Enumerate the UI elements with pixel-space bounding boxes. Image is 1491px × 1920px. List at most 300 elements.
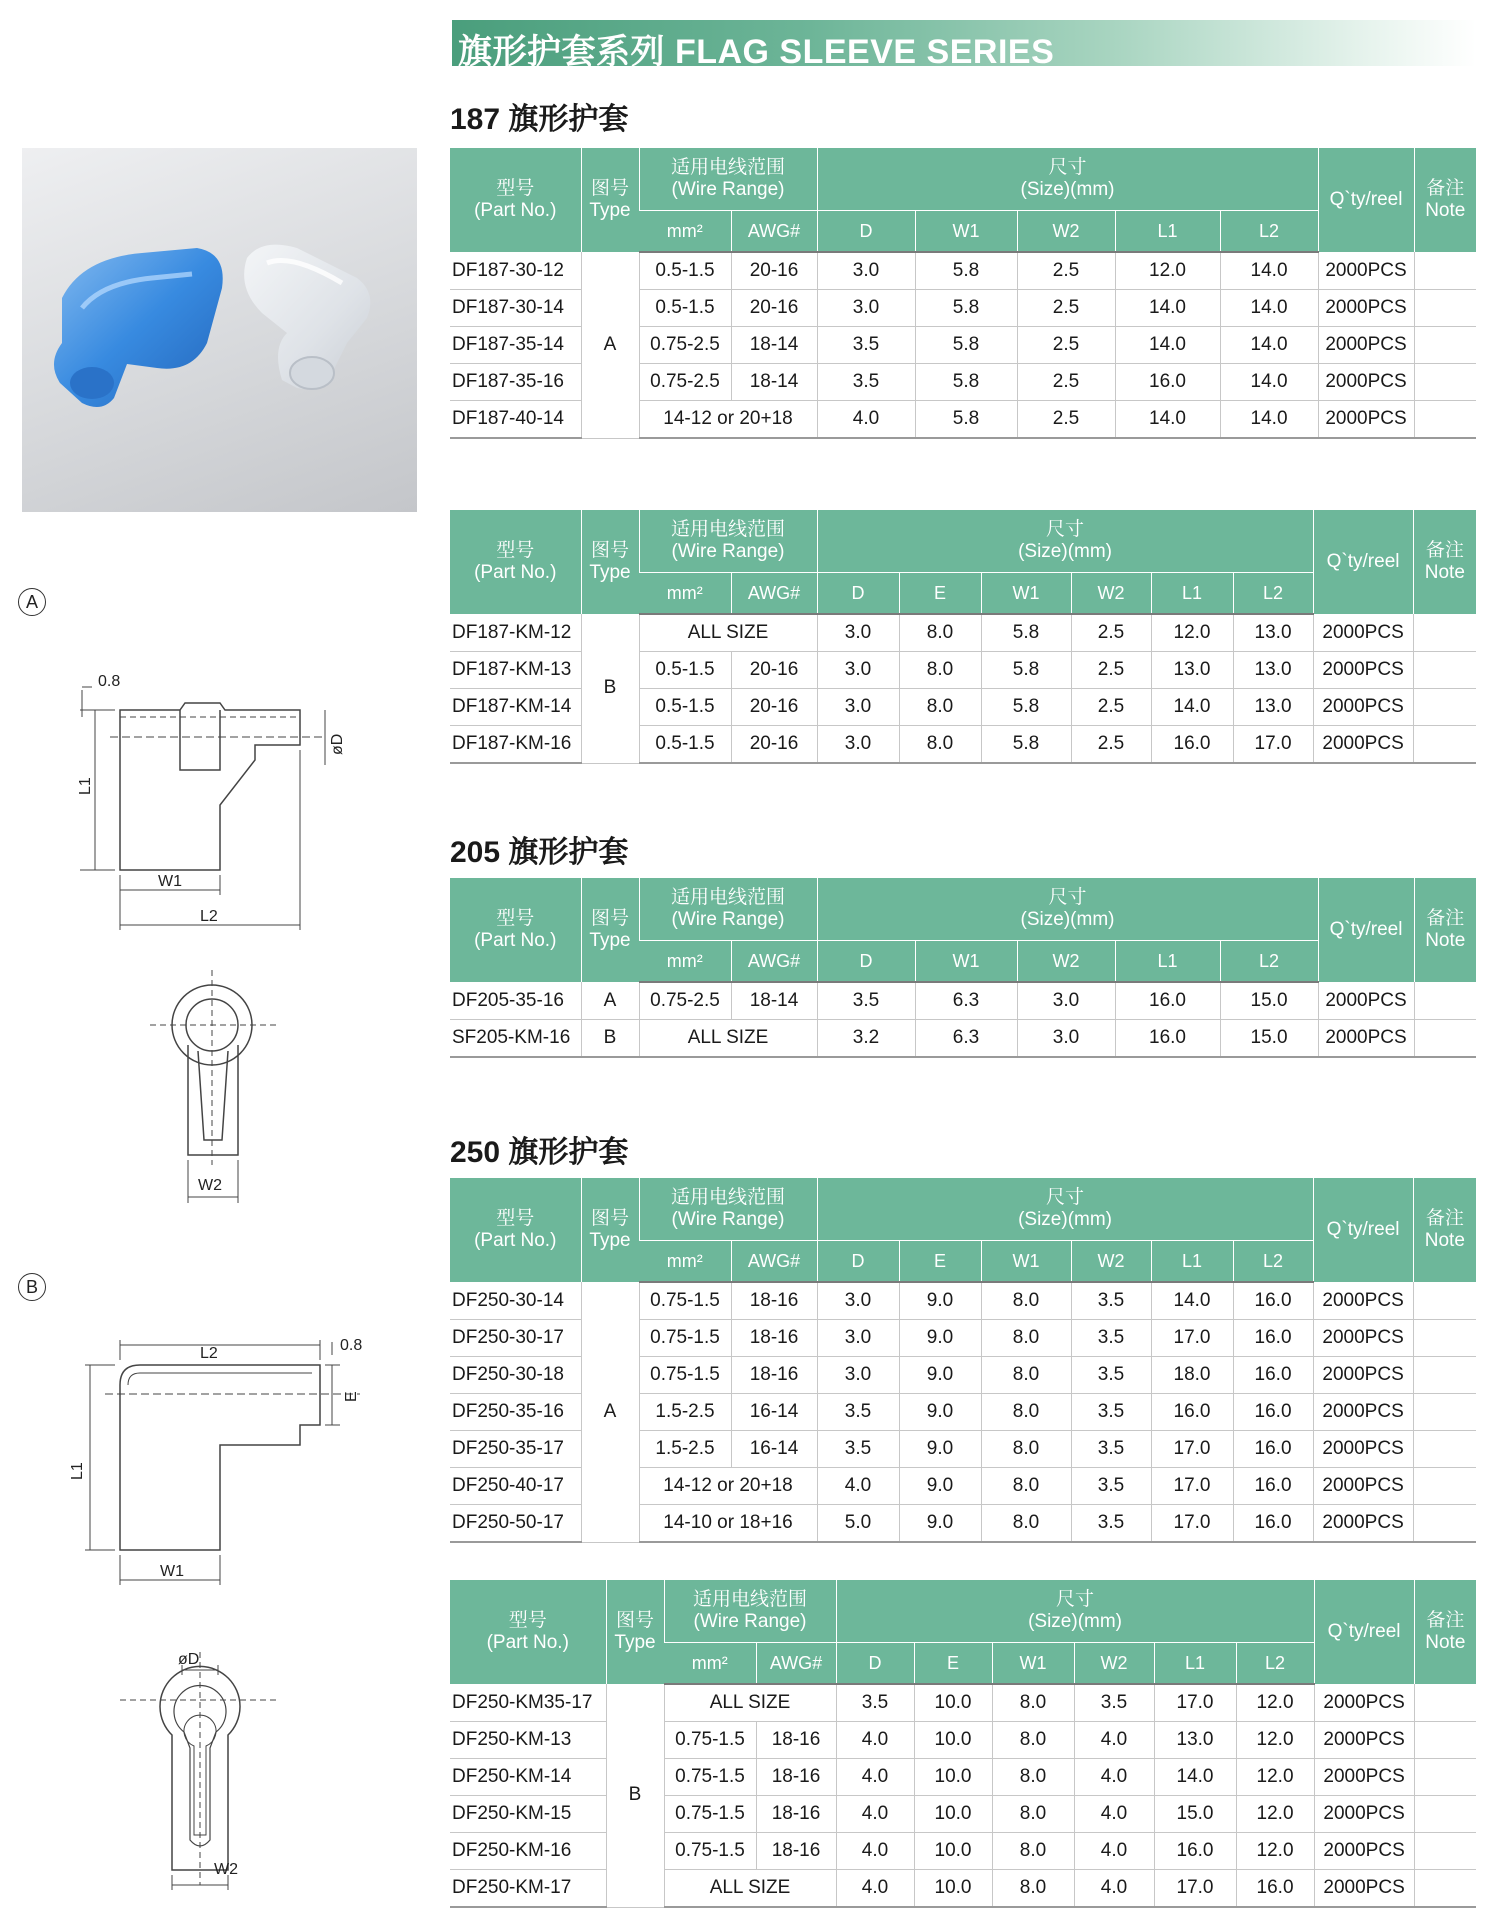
header-wire-range: 适用电线范围 (Wire Range): [639, 878, 817, 941]
header-size: 尺寸 (Size)(mm): [817, 1178, 1313, 1241]
header-wire-range: 适用电线范围 (Wire Range): [639, 510, 817, 573]
header-l1: L1: [1115, 211, 1220, 253]
part-number: DF187-30-14: [450, 290, 581, 327]
l2-cell: 15.0: [1220, 1020, 1318, 1058]
note-cell: [1414, 1796, 1476, 1833]
header-mm2: mm²: [639, 1241, 731, 1283]
w2-cell: 2.5: [1017, 252, 1115, 290]
header-l2: L2: [1233, 573, 1313, 615]
mm2-cell: 0.75-1.5: [639, 1282, 731, 1320]
drawing-b-front-view: [110, 1640, 310, 1900]
header-part-no: 型号 (Part No.): [450, 878, 581, 982]
wire-range-cell: ALL SIZE: [639, 614, 817, 652]
header-w1: W1: [915, 211, 1017, 253]
section-title-250: 250 旗形护套: [450, 1136, 629, 1169]
part-number: DF187-40-14: [450, 401, 581, 439]
w1-cell: 6.3: [915, 1020, 1017, 1058]
type-cell: A: [581, 1282, 639, 1542]
note-cell: [1414, 1684, 1476, 1722]
header-l2: L2: [1233, 1241, 1313, 1283]
mm2-cell: 0.75-1.5: [639, 1357, 731, 1394]
header-w1: W1: [915, 941, 1017, 983]
l1-cell: 14.0: [1151, 1282, 1233, 1320]
w1-cell: 5.8: [915, 252, 1017, 290]
header-mm2: mm²: [664, 1643, 756, 1685]
table-row: [450, 252, 1476, 290]
wire-range-cell: ALL SIZE: [639, 1020, 817, 1058]
note-cell: [1414, 290, 1476, 327]
header-w2: W2: [1074, 1643, 1154, 1685]
e-cell: 8.0: [899, 614, 981, 652]
qty-cell: 2000PCS: [1313, 1282, 1413, 1320]
note-cell: [1414, 252, 1476, 290]
d-cell: 3.5: [817, 327, 915, 364]
header-awg: AWG#: [731, 573, 817, 615]
w1-cell: 5.8: [981, 652, 1071, 689]
type-cell: B: [581, 1020, 639, 1058]
dim-d-b: øD: [178, 1651, 200, 1668]
qty-cell: 2000PCS: [1313, 1394, 1413, 1431]
d-cell: 4.0: [817, 401, 915, 439]
mm2-cell: 0.75-1.5: [664, 1796, 756, 1833]
table-row: [450, 1796, 1476, 1833]
header-d: D: [817, 941, 915, 983]
w2-cell: 4.0: [1074, 1722, 1154, 1759]
part-number: DF187-KM-13: [450, 652, 581, 689]
header-part-no: 型号 (Part No.): [450, 1580, 606, 1684]
qty-cell: 2000PCS: [1313, 1357, 1413, 1394]
e-cell: 9.0: [899, 1505, 981, 1543]
note-cell: [1413, 1282, 1476, 1320]
header-qty: Q`ty/reel: [1314, 1580, 1414, 1684]
l2-cell: 16.0: [1233, 1320, 1313, 1357]
note-cell: [1414, 401, 1476, 439]
e-cell: 10.0: [914, 1833, 992, 1870]
d-cell: 3.5: [836, 1684, 914, 1722]
qty-cell: 2000PCS: [1313, 1505, 1413, 1543]
l1-cell: 17.0: [1151, 1505, 1233, 1543]
table-250-b: [450, 1580, 1476, 1908]
header-part-no: 型号 (Part No.): [450, 148, 581, 252]
e-cell: 9.0: [899, 1282, 981, 1320]
w2-cell: 3.5: [1071, 1394, 1151, 1431]
l2-cell: 12.0: [1236, 1833, 1314, 1870]
dim-w1-b: W1: [160, 1563, 184, 1580]
flag-sleeve-photo-illustration: [22, 148, 417, 512]
mm2-cell: 0.75-1.5: [639, 1320, 731, 1357]
note-cell: [1414, 364, 1476, 401]
qty-cell: 2000PCS: [1313, 614, 1413, 652]
header-type: 图号 Type: [581, 148, 639, 252]
d-cell: 3.0: [817, 290, 915, 327]
mm2-cell: 0.5-1.5: [639, 290, 731, 327]
dim-d: øD: [329, 733, 346, 755]
e-cell: 9.0: [899, 1431, 981, 1468]
note-cell: [1414, 1833, 1476, 1870]
header-wire-range: 适用电线范围 (Wire Range): [639, 1178, 817, 1241]
header-note: 备注 Note: [1414, 148, 1476, 252]
l2-cell: 12.0: [1236, 1759, 1314, 1796]
header-note: 备注 Note: [1414, 878, 1476, 982]
drawing-b-side-view: [60, 1330, 380, 1600]
l2-cell: 16.0: [1233, 1505, 1313, 1543]
part-number: DF250-KM-15: [450, 1796, 606, 1833]
w2-cell: 4.0: [1074, 1759, 1154, 1796]
page-title: 旗形护套系列 FLAG SLEEVE SERIES: [458, 33, 1055, 71]
d-cell: 3.5: [817, 1394, 899, 1431]
w2-cell: 3.5: [1071, 1357, 1151, 1394]
header-w2: W2: [1017, 941, 1115, 983]
table-row: [450, 1833, 1476, 1870]
header-type: 图号 Type: [606, 1580, 664, 1684]
l2-cell: 16.0: [1233, 1357, 1313, 1394]
part-number: DF250-KM-14: [450, 1759, 606, 1796]
mm2-cell: 0.75-2.5: [639, 364, 731, 401]
w1-cell: 8.0: [992, 1796, 1074, 1833]
l1-cell: 17.0: [1154, 1684, 1236, 1722]
w1-cell: 8.0: [992, 1759, 1074, 1796]
awg-cell: 18-16: [731, 1282, 817, 1320]
w1-cell: 8.0: [981, 1468, 1071, 1505]
header-d: D: [817, 573, 899, 615]
header-e: E: [914, 1643, 992, 1685]
l1-cell: 13.0: [1154, 1722, 1236, 1759]
w2-cell: 3.5: [1074, 1684, 1154, 1722]
l2-cell: 12.0: [1236, 1796, 1314, 1833]
qty-cell: 2000PCS: [1318, 290, 1414, 327]
note-cell: [1413, 1320, 1476, 1357]
w2-cell: 2.5: [1017, 401, 1115, 439]
note-cell: [1414, 1870, 1476, 1908]
note-cell: [1414, 1020, 1476, 1058]
d-cell: 4.0: [836, 1759, 914, 1796]
awg-cell: 16-14: [731, 1431, 817, 1468]
header-awg: AWG#: [756, 1643, 836, 1685]
w2-cell: 3.5: [1071, 1282, 1151, 1320]
l1-cell: 12.0: [1115, 252, 1220, 290]
l2-cell: 17.0: [1233, 726, 1313, 764]
drawing-a-side-view: [60, 665, 360, 945]
w2-cell: 2.5: [1017, 290, 1115, 327]
qty-cell: 2000PCS: [1313, 1431, 1413, 1468]
drawing-a-front-view: [120, 965, 320, 1215]
drawing-label-b: B: [18, 1273, 46, 1301]
header-size: 尺寸 (Size)(mm): [836, 1580, 1314, 1643]
drawing-label-a: A: [18, 588, 46, 616]
part-number: DF187-35-14: [450, 327, 581, 364]
header-qty: Q`ty/reel: [1313, 1178, 1413, 1282]
l1-cell: 15.0: [1154, 1796, 1236, 1833]
e-cell: 10.0: [914, 1796, 992, 1833]
dim-l2-b: L2: [200, 1345, 218, 1362]
l2-cell: 14.0: [1220, 364, 1318, 401]
awg-cell: 18-14: [731, 327, 817, 364]
type-cell: B: [606, 1684, 664, 1907]
note-cell: [1413, 1357, 1476, 1394]
d-cell: 4.0: [836, 1722, 914, 1759]
d-cell: 5.0: [817, 1505, 899, 1543]
l1-cell: 16.0: [1115, 364, 1220, 401]
d-cell: 3.0: [817, 689, 899, 726]
table-row: [450, 982, 1476, 1020]
table-187-b: [450, 510, 1476, 764]
l2-cell: 14.0: [1220, 401, 1318, 439]
mm2-cell: 0.5-1.5: [639, 726, 731, 764]
e-cell: 10.0: [914, 1684, 992, 1722]
awg-cell: 16-14: [731, 1394, 817, 1431]
l1-cell: 14.0: [1154, 1759, 1236, 1796]
l2-cell: 14.0: [1220, 327, 1318, 364]
qty-cell: 2000PCS: [1313, 689, 1413, 726]
part-number: DF250-40-17: [450, 1468, 581, 1505]
d-cell: 3.0: [817, 614, 899, 652]
l2-cell: 12.0: [1236, 1684, 1314, 1722]
w2-cell: 2.5: [1017, 364, 1115, 401]
header-l1: L1: [1154, 1643, 1236, 1685]
note-cell: [1414, 1759, 1476, 1796]
l1-cell: 14.0: [1115, 290, 1220, 327]
header-type: 图号 Type: [581, 878, 639, 982]
mm2-cell: 0.5-1.5: [639, 652, 731, 689]
qty-cell: 2000PCS: [1318, 1020, 1414, 1058]
w2-cell: 2.5: [1071, 652, 1151, 689]
e-cell: 9.0: [899, 1394, 981, 1431]
l1-cell: 14.0: [1115, 327, 1220, 364]
header-w2: W2: [1017, 211, 1115, 253]
awg-cell: 18-16: [731, 1320, 817, 1357]
w2-cell: 2.5: [1017, 327, 1115, 364]
qty-cell: 2000PCS: [1318, 252, 1414, 290]
e-cell: 10.0: [914, 1759, 992, 1796]
wire-range-cell: 14-12 or 20+18: [639, 1468, 817, 1505]
w1-cell: 5.8: [915, 290, 1017, 327]
header-type: 图号 Type: [581, 1178, 639, 1282]
l1-cell: 18.0: [1151, 1357, 1233, 1394]
part-number: DF205-35-16: [450, 982, 581, 1020]
header-w2: W2: [1071, 573, 1151, 615]
e-cell: 10.0: [914, 1870, 992, 1908]
l1-cell: 17.0: [1151, 1468, 1233, 1505]
w1-cell: 5.8: [915, 327, 1017, 364]
header-l1: L1: [1151, 1241, 1233, 1283]
table-row: [450, 614, 1476, 652]
l2-cell: 15.0: [1220, 982, 1318, 1020]
l2-cell: 16.0: [1236, 1870, 1314, 1908]
header-d: D: [817, 211, 915, 253]
l1-cell: 16.0: [1151, 1394, 1233, 1431]
part-number: DF250-KM-17: [450, 1870, 606, 1908]
l1-cell: 14.0: [1151, 689, 1233, 726]
awg-cell: 18-16: [756, 1796, 836, 1833]
header-part-no: 型号 (Part No.): [450, 510, 581, 614]
note-cell: [1413, 1505, 1476, 1543]
table-row: [450, 1020, 1476, 1058]
header-size: 尺寸 (Size)(mm): [817, 510, 1313, 573]
header-wire-range: 适用电线范围 (Wire Range): [664, 1580, 836, 1643]
header-w1: W1: [992, 1643, 1074, 1685]
w2-cell: 2.5: [1071, 689, 1151, 726]
note-cell: [1414, 1722, 1476, 1759]
d-cell: 3.0: [817, 1357, 899, 1394]
type-cell: A: [581, 982, 639, 1020]
d-cell: 4.0: [836, 1833, 914, 1870]
mm2-cell: 0.75-1.5: [664, 1759, 756, 1796]
w2-cell: 4.0: [1074, 1833, 1154, 1870]
wire-range-cell: 14-12 or 20+18: [639, 401, 817, 439]
w1-cell: 5.8: [981, 689, 1071, 726]
awg-cell: 18-16: [731, 1357, 817, 1394]
l1-cell: 13.0: [1151, 652, 1233, 689]
qty-cell: 2000PCS: [1314, 1684, 1414, 1722]
w1-cell: 6.3: [915, 982, 1017, 1020]
header-d: D: [817, 1241, 899, 1283]
mm2-cell: 0.75-2.5: [639, 982, 731, 1020]
qty-cell: 2000PCS: [1318, 327, 1414, 364]
header-part-no: 型号 (Part No.): [450, 1178, 581, 1282]
w1-cell: 5.8: [981, 614, 1071, 652]
part-number: DF187-35-16: [450, 364, 581, 401]
w2-cell: 3.5: [1071, 1505, 1151, 1543]
header-awg: AWG#: [731, 1241, 817, 1283]
awg-cell: 20-16: [731, 252, 817, 290]
note-cell: [1413, 1468, 1476, 1505]
w2-cell: 3.0: [1017, 982, 1115, 1020]
type-cell: B: [581, 614, 639, 763]
series-banner: [452, 20, 1476, 71]
w2-cell: 4.0: [1074, 1796, 1154, 1833]
d-cell: 3.5: [817, 982, 915, 1020]
l2-cell: 13.0: [1233, 652, 1313, 689]
e-cell: 9.0: [899, 1357, 981, 1394]
dim-l1: L1: [77, 777, 94, 795]
table-row: [450, 1759, 1476, 1796]
dim-w2-b: W2: [214, 1861, 238, 1878]
mm2-cell: 0.5-1.5: [639, 689, 731, 726]
part-number: DF187-KM-14: [450, 689, 581, 726]
w2-cell: 3.0: [1017, 1020, 1115, 1058]
d-cell: 3.0: [817, 252, 915, 290]
header-l2: L2: [1220, 941, 1318, 983]
e-cell: 9.0: [899, 1320, 981, 1357]
dim-l2: L2: [200, 908, 218, 925]
qty-cell: 2000PCS: [1314, 1759, 1414, 1796]
table-250-a: [450, 1178, 1476, 1543]
w1-cell: 8.0: [981, 1505, 1071, 1543]
w1-cell: 8.0: [981, 1282, 1071, 1320]
part-number: DF250-30-18: [450, 1357, 581, 1394]
note-cell: [1414, 982, 1476, 1020]
header-l1: L1: [1151, 573, 1233, 615]
header-mm2: mm²: [639, 211, 731, 253]
w2-cell: 2.5: [1071, 726, 1151, 764]
header-l2: L2: [1220, 211, 1318, 253]
qty-cell: 2000PCS: [1318, 364, 1414, 401]
d-cell: 3.5: [817, 1431, 899, 1468]
w1-cell: 8.0: [981, 1431, 1071, 1468]
header-awg: AWG#: [731, 941, 817, 983]
l2-cell: 16.0: [1233, 1468, 1313, 1505]
section-title-205: 205 旗形护套: [450, 836, 629, 869]
e-cell: 10.0: [914, 1722, 992, 1759]
part-number: DF250-KM-16: [450, 1833, 606, 1870]
qty-cell: 2000PCS: [1318, 982, 1414, 1020]
part-number: DF187-KM-12: [450, 614, 581, 652]
wire-range-cell: ALL SIZE: [664, 1870, 836, 1908]
mm2-cell: 1.5-2.5: [639, 1394, 731, 1431]
dim-08-b: 0.8: [340, 1337, 363, 1354]
qty-cell: 2000PCS: [1314, 1796, 1414, 1833]
l2-cell: 13.0: [1233, 614, 1313, 652]
table-row: [450, 1684, 1476, 1722]
l1-cell: 16.0: [1151, 726, 1233, 764]
note-cell: [1414, 327, 1476, 364]
d-cell: 3.5: [817, 364, 915, 401]
header-e: E: [899, 573, 981, 615]
header-w1: W1: [981, 573, 1071, 615]
l2-cell: 14.0: [1220, 252, 1318, 290]
qty-cell: 2000PCS: [1313, 652, 1413, 689]
product-photo: [22, 148, 417, 512]
w2-cell: 3.5: [1071, 1431, 1151, 1468]
e-cell: 8.0: [899, 726, 981, 764]
qty-cell: 2000PCS: [1314, 1722, 1414, 1759]
awg-cell: 18-14: [731, 982, 817, 1020]
header-l2: L2: [1236, 1643, 1314, 1685]
awg-cell: 18-16: [756, 1833, 836, 1870]
qty-cell: 2000PCS: [1313, 1320, 1413, 1357]
header-type: 图号 Type: [581, 510, 639, 614]
d-cell: 3.0: [817, 1320, 899, 1357]
note-cell: [1413, 614, 1476, 652]
l1-cell: 17.0: [1151, 1320, 1233, 1357]
part-number: DF250-35-16: [450, 1394, 581, 1431]
part-number: DF250-30-17: [450, 1320, 581, 1357]
w1-cell: 5.8: [981, 726, 1071, 764]
qty-cell: 2000PCS: [1313, 1468, 1413, 1505]
l2-cell: 13.0: [1233, 689, 1313, 726]
header-note: 备注 Note: [1413, 510, 1476, 614]
dim-w1: W1: [158, 873, 182, 890]
qty-cell: 2000PCS: [1313, 726, 1413, 764]
awg-cell: 18-14: [731, 364, 817, 401]
d-cell: 3.2: [817, 1020, 915, 1058]
mm2-cell: 0.75-1.5: [664, 1833, 756, 1870]
l1-cell: 16.0: [1115, 1020, 1220, 1058]
w1-cell: 8.0: [992, 1684, 1074, 1722]
part-number: DF250-30-14: [450, 1282, 581, 1320]
awg-cell: 18-16: [756, 1759, 836, 1796]
table-187-a: [450, 148, 1476, 439]
mm2-cell: 0.5-1.5: [639, 252, 731, 290]
note-cell: [1413, 1394, 1476, 1431]
header-qty: Q`ty/reel: [1318, 878, 1414, 982]
e-cell: 9.0: [899, 1468, 981, 1505]
header-mm2: mm²: [639, 941, 731, 983]
part-number: DF187-KM-16: [450, 726, 581, 764]
d-cell: 3.0: [817, 1282, 899, 1320]
l1-cell: 12.0: [1151, 614, 1233, 652]
wire-range-cell: 14-10 or 18+16: [639, 1505, 817, 1543]
d-cell: 4.0: [817, 1468, 899, 1505]
section-title-187: 187 旗形护套: [450, 103, 629, 136]
header-size: 尺寸 (Size)(mm): [817, 878, 1318, 941]
l1-cell: 17.0: [1154, 1870, 1236, 1908]
wire-range-cell: ALL SIZE: [664, 1684, 836, 1722]
l2-cell: 16.0: [1233, 1282, 1313, 1320]
type-cell: A: [581, 252, 639, 438]
qty-cell: 2000PCS: [1314, 1870, 1414, 1908]
header-qty: Q`ty/reel: [1313, 510, 1413, 614]
